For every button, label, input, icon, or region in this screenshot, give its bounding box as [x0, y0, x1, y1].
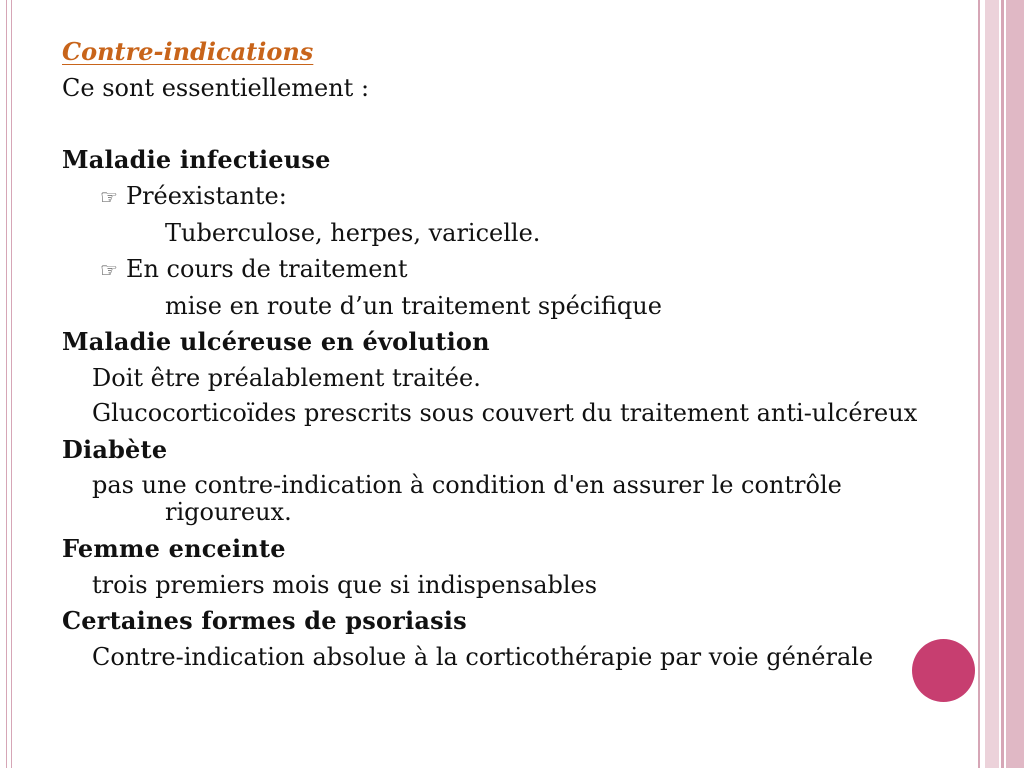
- list-item-label: En cours de traitement: [125, 255, 408, 283]
- section-heading-infectieuse: Maladie infectieuse: [62, 145, 331, 174]
- hand-pointing-icon: ☞: [100, 185, 118, 209]
- list-item-detail: mise en route d’un traitement spécifique: [165, 292, 662, 320]
- section-heading-diabete: Diabète: [62, 435, 168, 464]
- frame-stripe: [1006, 0, 1024, 768]
- slide-title: Contre-indications: [62, 37, 314, 66]
- decorative-circle: [912, 639, 975, 702]
- left-border-line-outer: [6, 0, 7, 768]
- section-heading-psoriasis: Certaines formes de psoriasis: [62, 606, 467, 635]
- slide-intro: Ce sont essentiellement :: [62, 74, 370, 102]
- left-border-line-inner: [11, 0, 12, 768]
- section-line: pas une contre-indication à condition d'en assurer le contrôle rigoureux.: [92, 471, 842, 526]
- list-item-label: Préexistante:: [125, 182, 287, 210]
- frame-stripe: [1001, 0, 1004, 768]
- section-line: Doit être préalablement traitée.: [92, 364, 481, 392]
- right-decorative-frame: [978, 0, 1024, 768]
- frame-stripe: [978, 0, 980, 768]
- section-line: Glucocorticoïdes prescrits sous couvert du traitement anti-ulcéreux: [92, 399, 918, 427]
- list-item-detail: Tuberculose, herpes, varicelle.: [165, 219, 541, 247]
- list-item-en-cours: [62, 251, 942, 288]
- frame-stripe: [985, 0, 999, 768]
- section-heading-ulcereuse: Maladie ulcéreuse en évolution: [62, 327, 490, 356]
- slide-content: [62, 34, 942, 675]
- spacer: [62, 106, 942, 142]
- hand-pointing-icon: ☞: [100, 258, 118, 282]
- section-line: trois premiers mois que si indispensables: [92, 571, 598, 599]
- section-line: Contre-indication absolue à la corticothérapie par voie générale: [92, 643, 874, 671]
- list-item-preexistante: [62, 178, 942, 215]
- section-heading-femme-enceinte: Femme enceinte: [62, 534, 286, 563]
